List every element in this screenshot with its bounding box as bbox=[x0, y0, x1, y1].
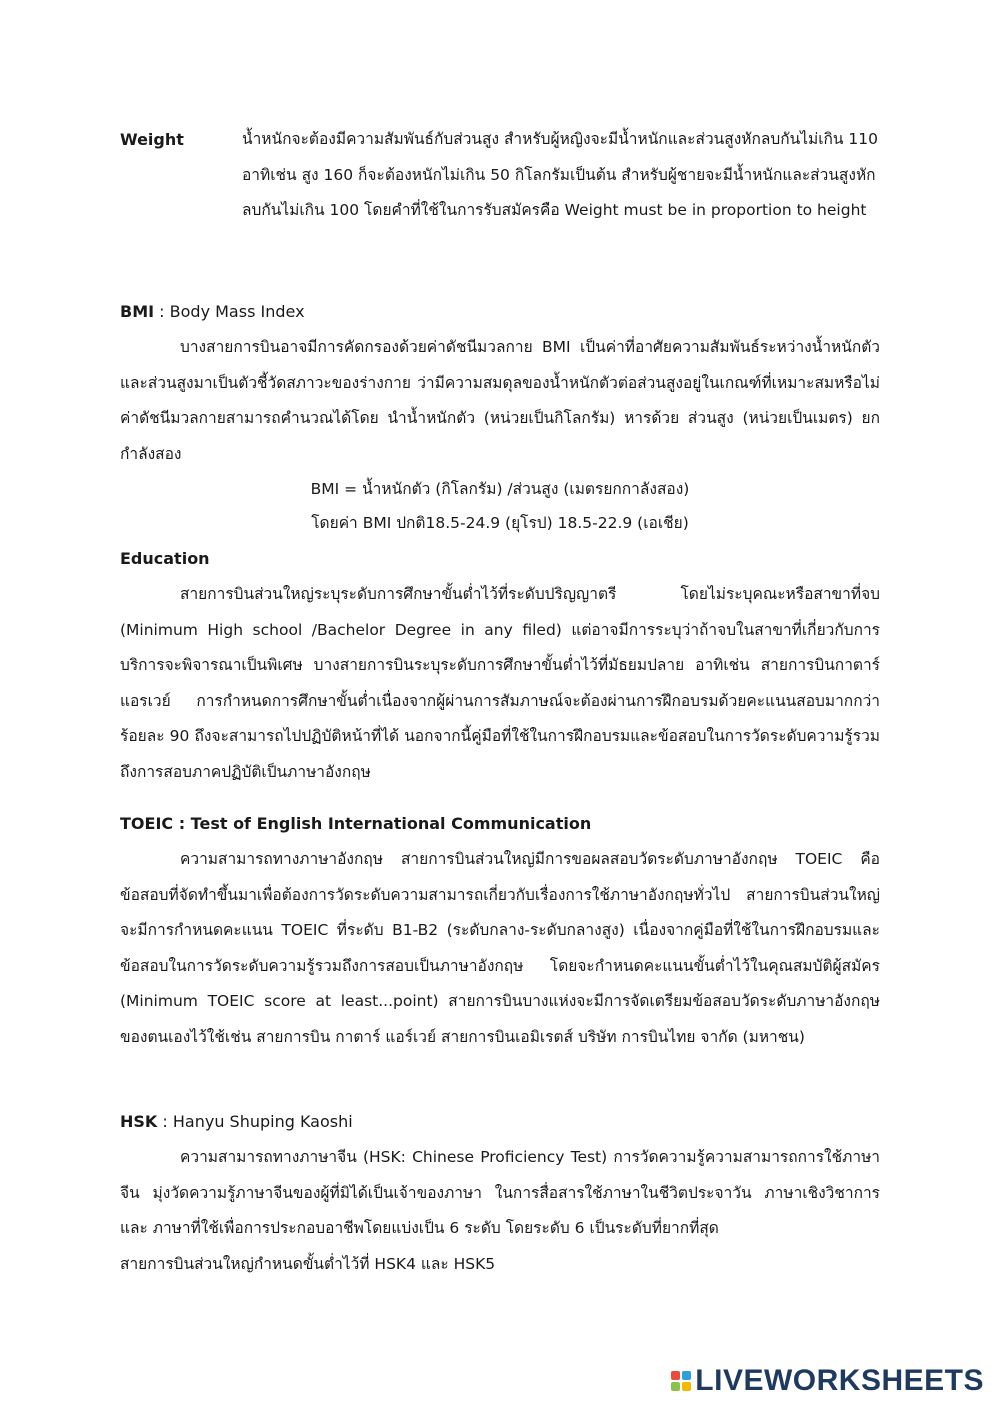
bmi-formula: BMI = น้ำหนักตัว (กิโลกรัม) /ส่วนสูง (เมตรยกกาลังสอง) bbox=[310, 480, 690, 498]
education-paragraph: สายการบินส่วนใหญ่ระบุระดับการศึกษาขั้นต่ำไว้ที่ระดับปริญญาตรี โดยไม่ระบุคณะหรือสาขาที่จบ (Minimum High school /Bachelor Degree in any filed) แต่อาจมีการระบุว่าถ้าจบในสาขาที่เกี่ยวกับการบริการจะพิจารณาเป็นพิเศษ บางสายการบินระบุระดับการศึกษาขั้นต่ำไว้ที่มัธยมปลาย อาทิเช่น สายการบินกาตาร์ แอรเวย์ การกำหนดการศึกษาขั้นต่ำเนื่องจากผู้ผ่านการสัมภาษณ์จะต้องผ่านการฝึกอบรมด้วยคะแนนสอบมากกว่า ร้อยละ 90 ถึงจะสามารถไปปฏิบัติหน้าที่ได้ นอกจากนี้คู่มือที่ใช้ในการฝึกอบรมและข้อสอบในการวัดระดับความรู้รวมถึงการสอบภาคปฏิบัติเป็นภาษาอังกฤษ bbox=[120, 585, 880, 781]
logo-square-yellow bbox=[682, 1382, 691, 1391]
education-heading: Education bbox=[120, 549, 210, 568]
logo-grid-icon bbox=[671, 1371, 691, 1391]
hsk-paragraph-2: สายการบินส่วนใหญ่กำหนดขั้นต่ำไว้ที่ HSK4 และ HSK5 bbox=[120, 1254, 496, 1273]
bmi-heading bbox=[120, 300, 880, 324]
hsk-paragraph: ความสามารถทางภาษาจีน (HSK: Chinese Proficiency Test) การวัดความรู้ความสามารถการใช้ภาษาจีน มุ่งวัดความรู้ภาษาจีนของผู้ที่มิได้เป็นเจ้าของภาษา ในการสื่อสารใช้ภาษาในชีวิตประจาวัน ภาษาเชิงวิชาการ และ ภาษาที่ใช้เพื่อการประกอบอาชีพโดยแบ่งเป็น 6 ระดับ โดยระดับ 6 เป็นระดับที่ยากที่สุด bbox=[120, 1148, 880, 1237]
bmi-normal-range: โดยค่า BMI ปกติ18.5-24.9 (ยุโรป) 18.5-22.9 (เอเชีย) bbox=[311, 514, 689, 532]
weight-text: น้ำหนักจะต้องมีความสัมพันธ์กับส่วนสูง สำหรับผู้หญิงจะมีน้ำหนักและส่วนสูงหักลบกันไม่เกิน 110 อาทิเช่น สูง 160 ก็จะต้องหนักไม่เกิน 50 กิโลกรัมเป็นต้น สำหรับผู้ชายจะมีน้ำหนักและส่วนสูงหักลบกันไม่เกิน 100 โดยคำที่ใช้ในการรับสมัครคือ Weight must be in proportion to height bbox=[242, 130, 879, 219]
hsk-section bbox=[120, 1110, 880, 1282]
weight-label: Weight bbox=[120, 130, 184, 149]
toeic-heading: TOEIC : Test of English International Communication bbox=[120, 814, 592, 833]
bmi-section bbox=[120, 300, 880, 540]
bmi-paragraph: บางสายการบินอาจมีการคัดกรองด้วยค่าดัชนีมวลกาย BMI เป็นค่าที่อาศัยความสัมพันธ์ระหว่างน้ำหนักตัวและส่วนสูงมาเป็นตัวชี้วัดสภาวะของร่างกาย ว่ามีความสมดุลของน้ำหนักตัวต่อส่วนสูงอยู่ในเกณฑ์ที่เหมาะสมหรือไม่ค่าดัชนีมวลกายสามารถคำนวณได้โดย นำน้ำหนักตัว (หน่วยเป็นกิโลกรัม) หารด้วย ส่วนสูง (หน่วยเป็นเมตร) ยกกำลังสอง bbox=[120, 338, 880, 463]
logo-square-red bbox=[671, 1371, 680, 1380]
education-section bbox=[120, 547, 880, 790]
weight-section bbox=[120, 122, 880, 229]
hsk-heading-full: : Hanyu Shuping Kaoshi bbox=[157, 1112, 353, 1131]
bmi-heading-full: : Body Mass Index bbox=[154, 302, 305, 321]
toeic-section bbox=[120, 812, 880, 1055]
logo-square-blue bbox=[682, 1371, 691, 1380]
logo-text: LIVEWORKSHEETS bbox=[695, 1364, 984, 1397]
toeic-paragraph: ความสามารถทางภาษาอังกฤษ สายการบินส่วนใหญ่มีการขอผลสอบวัดระดับภาษาอังกฤษ TOEIC คือข้อสอบที่จัดทำขึ้นมาเพื่อต้องการวัดระดับความสามารถเกี่ยวกับเรื่องการใช้ภาษาอังกฤษทั่วไป สายการบินส่วนใหญ่จะมีการกำหนดคะแนน TOEIC ที่ระดับ B1-B2 (ระดับกลาง-ระดับกลางสูง) เนื่องจากคู่มือที่ใช้ในการฝึกอบรมและข้อสอบในการวัดระดับความรู้รวมถึงการสอบเป็นภาษาอังกฤษ โดยจะกำหนดคะแนนขั้นต่ำไว้ในคุณสมบัติผู้สมัคร (Minimum TOEIC score at least...point) สายการบินบางแห่งจะมีการจัดเตรียมข้อสอบวัดระดับภาษาอังกฤษของตนเองไว้ใช้เช่น สายการบิน กาตาร์ แอร์เวย์ สายการบินเอมิเรตส์ บริษัท การบินไทย จากัด (มหาชน) bbox=[120, 850, 880, 1046]
bmi-heading-abbr: BMI bbox=[120, 302, 155, 321]
hsk-heading bbox=[120, 1110, 880, 1134]
hsk-heading-abbr: HSK bbox=[120, 1112, 158, 1131]
logo-square-green bbox=[671, 1382, 680, 1391]
liveworksheets-logo[interactable] bbox=[671, 1364, 984, 1398]
